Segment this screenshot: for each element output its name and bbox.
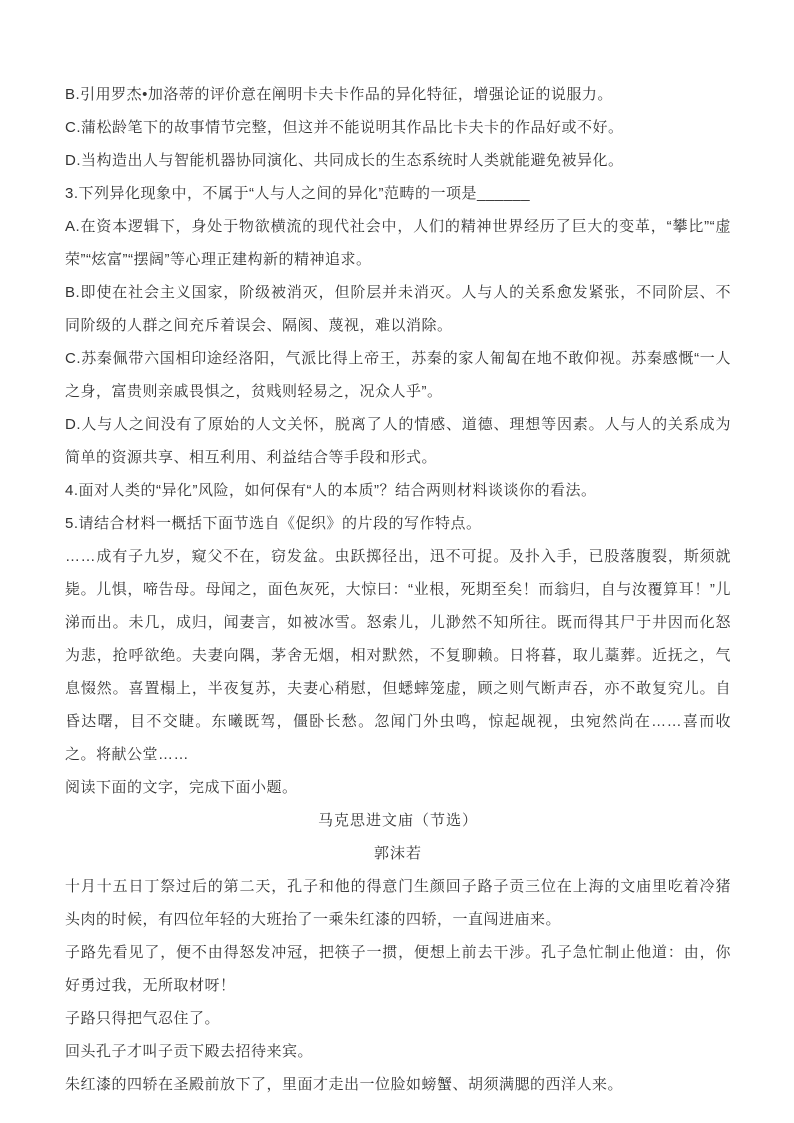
question-3-option-b: B.即使在社会主义国家，阶级被消灭，但阶层并未消灭。人与人的关系愈发紧张，不同阶层、不同阶级的人群之间充斥着误会、隔阂、蔑视，难以消除。	[65, 284, 731, 334]
question-3-option-a: A.在资本逻辑下，身处于物欲横流的现代社会中，人们的精神世界经历了巨大的变革，“攀比”“虚荣”“炫富”“摆阔”等心理正建构新的精神追求。	[65, 218, 731, 268]
essay-paragraph-1: 十月十五日丁祭过后的第二天，孔子和他的得意门生颜回子路子贡三位在上海的文庙里吃着冷猪头肉的时候，有四位年轻的大班抬了一乘朱红漆的四轿，一直闯进庙来。	[65, 878, 731, 928]
question-2-option-d: D.当构造出人与智能机器协同演化、共同成长的生态系统时人类就能避免被异化。	[65, 152, 624, 169]
question-4-stem: 4.面对人类的“异化”风险，如何保有“人的本质”？结合两则材料谈谈你的看法。	[65, 482, 597, 499]
essay-title: 马克思进文庙（节选）	[317, 812, 478, 829]
essay-paragraph-5: 朱红漆的四轿在圣殿前放下了，里面才走出一位脸如螃蟹、胡须满腮的西洋人来。	[65, 1076, 624, 1093]
question-2-option-b: B.引用罗杰•加洛蒂的评价意在阐明卡夫卡作品的异化特征，增强论证的说服力。	[65, 86, 613, 103]
essay-author: 郭沫若	[373, 845, 422, 862]
question-3-option-d: D.人与人之间没有了原始的人文关怀，脱离了人的情感、道德、理想等因素。人与人的关系成为简单的资源共享、相互利用、利益结合等手段和形式。	[65, 416, 731, 466]
question-3-option-c: C.苏秦佩带六国相印途经洛阳，气派比得上帝王，苏秦的家人匍匐在地不敢仰视。苏秦感慨“一人之身，富贵则亲戚畏惧之，贫贱则轻易之，况众人乎”。	[65, 350, 731, 400]
cuzhi-excerpt: ……成有子九岁，窥父不在，窃发盆。虫跃掷径出，迅不可捉。及扑入手，已股落腹裂，斯须就毙。儿惧，啼告母。母闻之，面色灰死，大惊曰：“业根，死期至矣！而翁归，自与汝覆算耳！”儿涕而出。未几，成归，闻妻言，如被冰雪。怒索儿，儿渺然不知所往。既而得其尸于井因而化怒为悲，抢呼欲绝。夫妻向隅，茅舍无烟，相对默然，不复聊赖。日将暮，取儿藁葬。近抚之，气息惙然。喜置榻上，半夜复苏，夫妻心稍慰，但蟋蟀笼虚，顾之则气断声吞，亦不敢复究儿。自昏达曙，目不交睫。东曦既驾，僵卧长愁。忽闻门外虫鸣，惊起觇视，虫宛然尚在……喜而收之。将献公堂……	[65, 548, 731, 763]
essay-paragraph-2: 子路先看见了，便不由得怒发冲冠，把筷子一掼，便想上前去干涉。孔子急忙制止他道：由，你好勇过我，无所取材呀！	[65, 944, 731, 994]
question-3-stem: 3.下列异化现象中，不属于“人与人之间的异化”范畴的一项是______	[65, 185, 531, 202]
essay-paragraph-3: 子路只得把气忍住了。	[65, 1010, 221, 1027]
question-5-stem: 5.请结合材料一概括下面节选自《促织》的片段的写作特点。	[65, 515, 482, 532]
reading-instruction: 阅读下面的文字，完成下面小题。	[65, 779, 298, 796]
essay-paragraph-4: 回头孔子才叫子贡下殿去招待来宾。	[65, 1043, 314, 1060]
question-2-option-c: C.蒲松龄笔下的故事情节完整，但这并不能说明其作品比卡夫卡的作品好或不好。	[65, 119, 624, 136]
